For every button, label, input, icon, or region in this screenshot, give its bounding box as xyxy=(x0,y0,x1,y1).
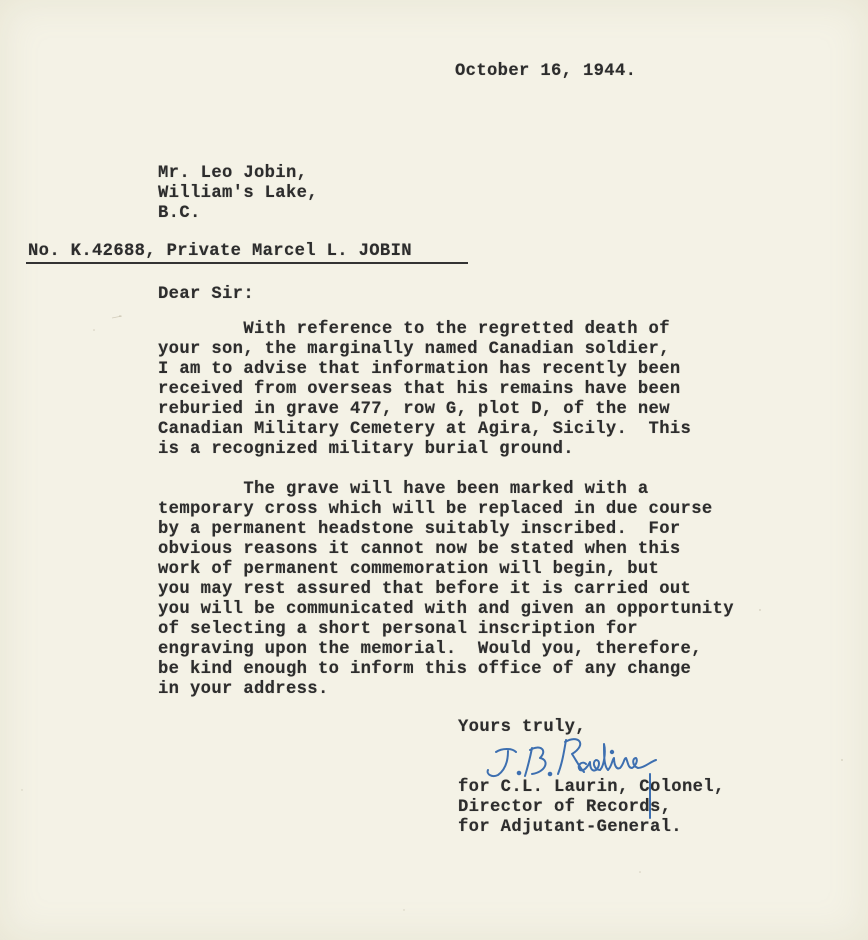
paragraph-line: The grave will have been marked with a xyxy=(158,480,649,499)
paragraph-line: be kind enough to inform this office of any change xyxy=(158,660,692,679)
paragraph-line: you may rest assured that before it is carried out xyxy=(158,580,692,599)
paragraph-line: temporary cross which will be replaced in due course xyxy=(158,500,713,519)
paragraph-line: is a recognized military burial ground. xyxy=(158,440,574,459)
paragraph-line: of selecting a short personal inscription for xyxy=(158,620,638,639)
paragraph-line: engraving upon the memorial. Would you, therefore, xyxy=(158,640,702,659)
paragraph-line: received from overseas that his remains have been xyxy=(158,380,681,399)
paragraph-line: obvious reasons it cannot now be stated when this xyxy=(158,540,681,559)
paragraph-line: your son, the marginally named Canadian soldier, xyxy=(158,340,670,359)
signature-line-2: Director of Records, xyxy=(458,798,672,817)
paragraph-line: work of permanent commemoration will begin, but xyxy=(158,560,660,579)
subject-underline xyxy=(26,262,468,264)
salutation: Dear Sir: xyxy=(158,285,254,304)
letter-date: October 16, 1944. xyxy=(455,62,637,81)
paragraph-line: by a permanent headstone suitably inscribed. For xyxy=(158,520,681,539)
paragraph-2 xyxy=(158,480,734,700)
paragraph-line: With reference to the regretted death of xyxy=(158,320,670,339)
paragraph-line: reburied in grave 477, row G, plot D, of the new xyxy=(158,400,670,419)
recipient-town: William's Lake, xyxy=(158,184,318,203)
paragraph-line: Canadian Military Cemetery at Agira, Sicily. This xyxy=(158,420,692,439)
signature-line-1: for C.L. Laurin, Colonel, xyxy=(458,778,725,797)
paragraph-line: I am to advise that information has recently been xyxy=(158,360,681,379)
recipient-name: Mr. Leo Jobin, xyxy=(158,164,308,183)
closing: Yours truly, xyxy=(458,718,586,737)
paragraph-1 xyxy=(158,320,691,460)
subject-line: No. K.42688, Private Marcel L. JOBIN xyxy=(28,242,412,261)
paragraph-line: you will be communicated with and given an opportunity xyxy=(158,600,734,619)
signature-line-3: for Adjutant-General. xyxy=(458,818,682,837)
recipient-province: B.C. xyxy=(158,204,201,223)
handwritten-signature xyxy=(478,730,698,820)
paragraph-line: in your address. xyxy=(158,680,329,699)
